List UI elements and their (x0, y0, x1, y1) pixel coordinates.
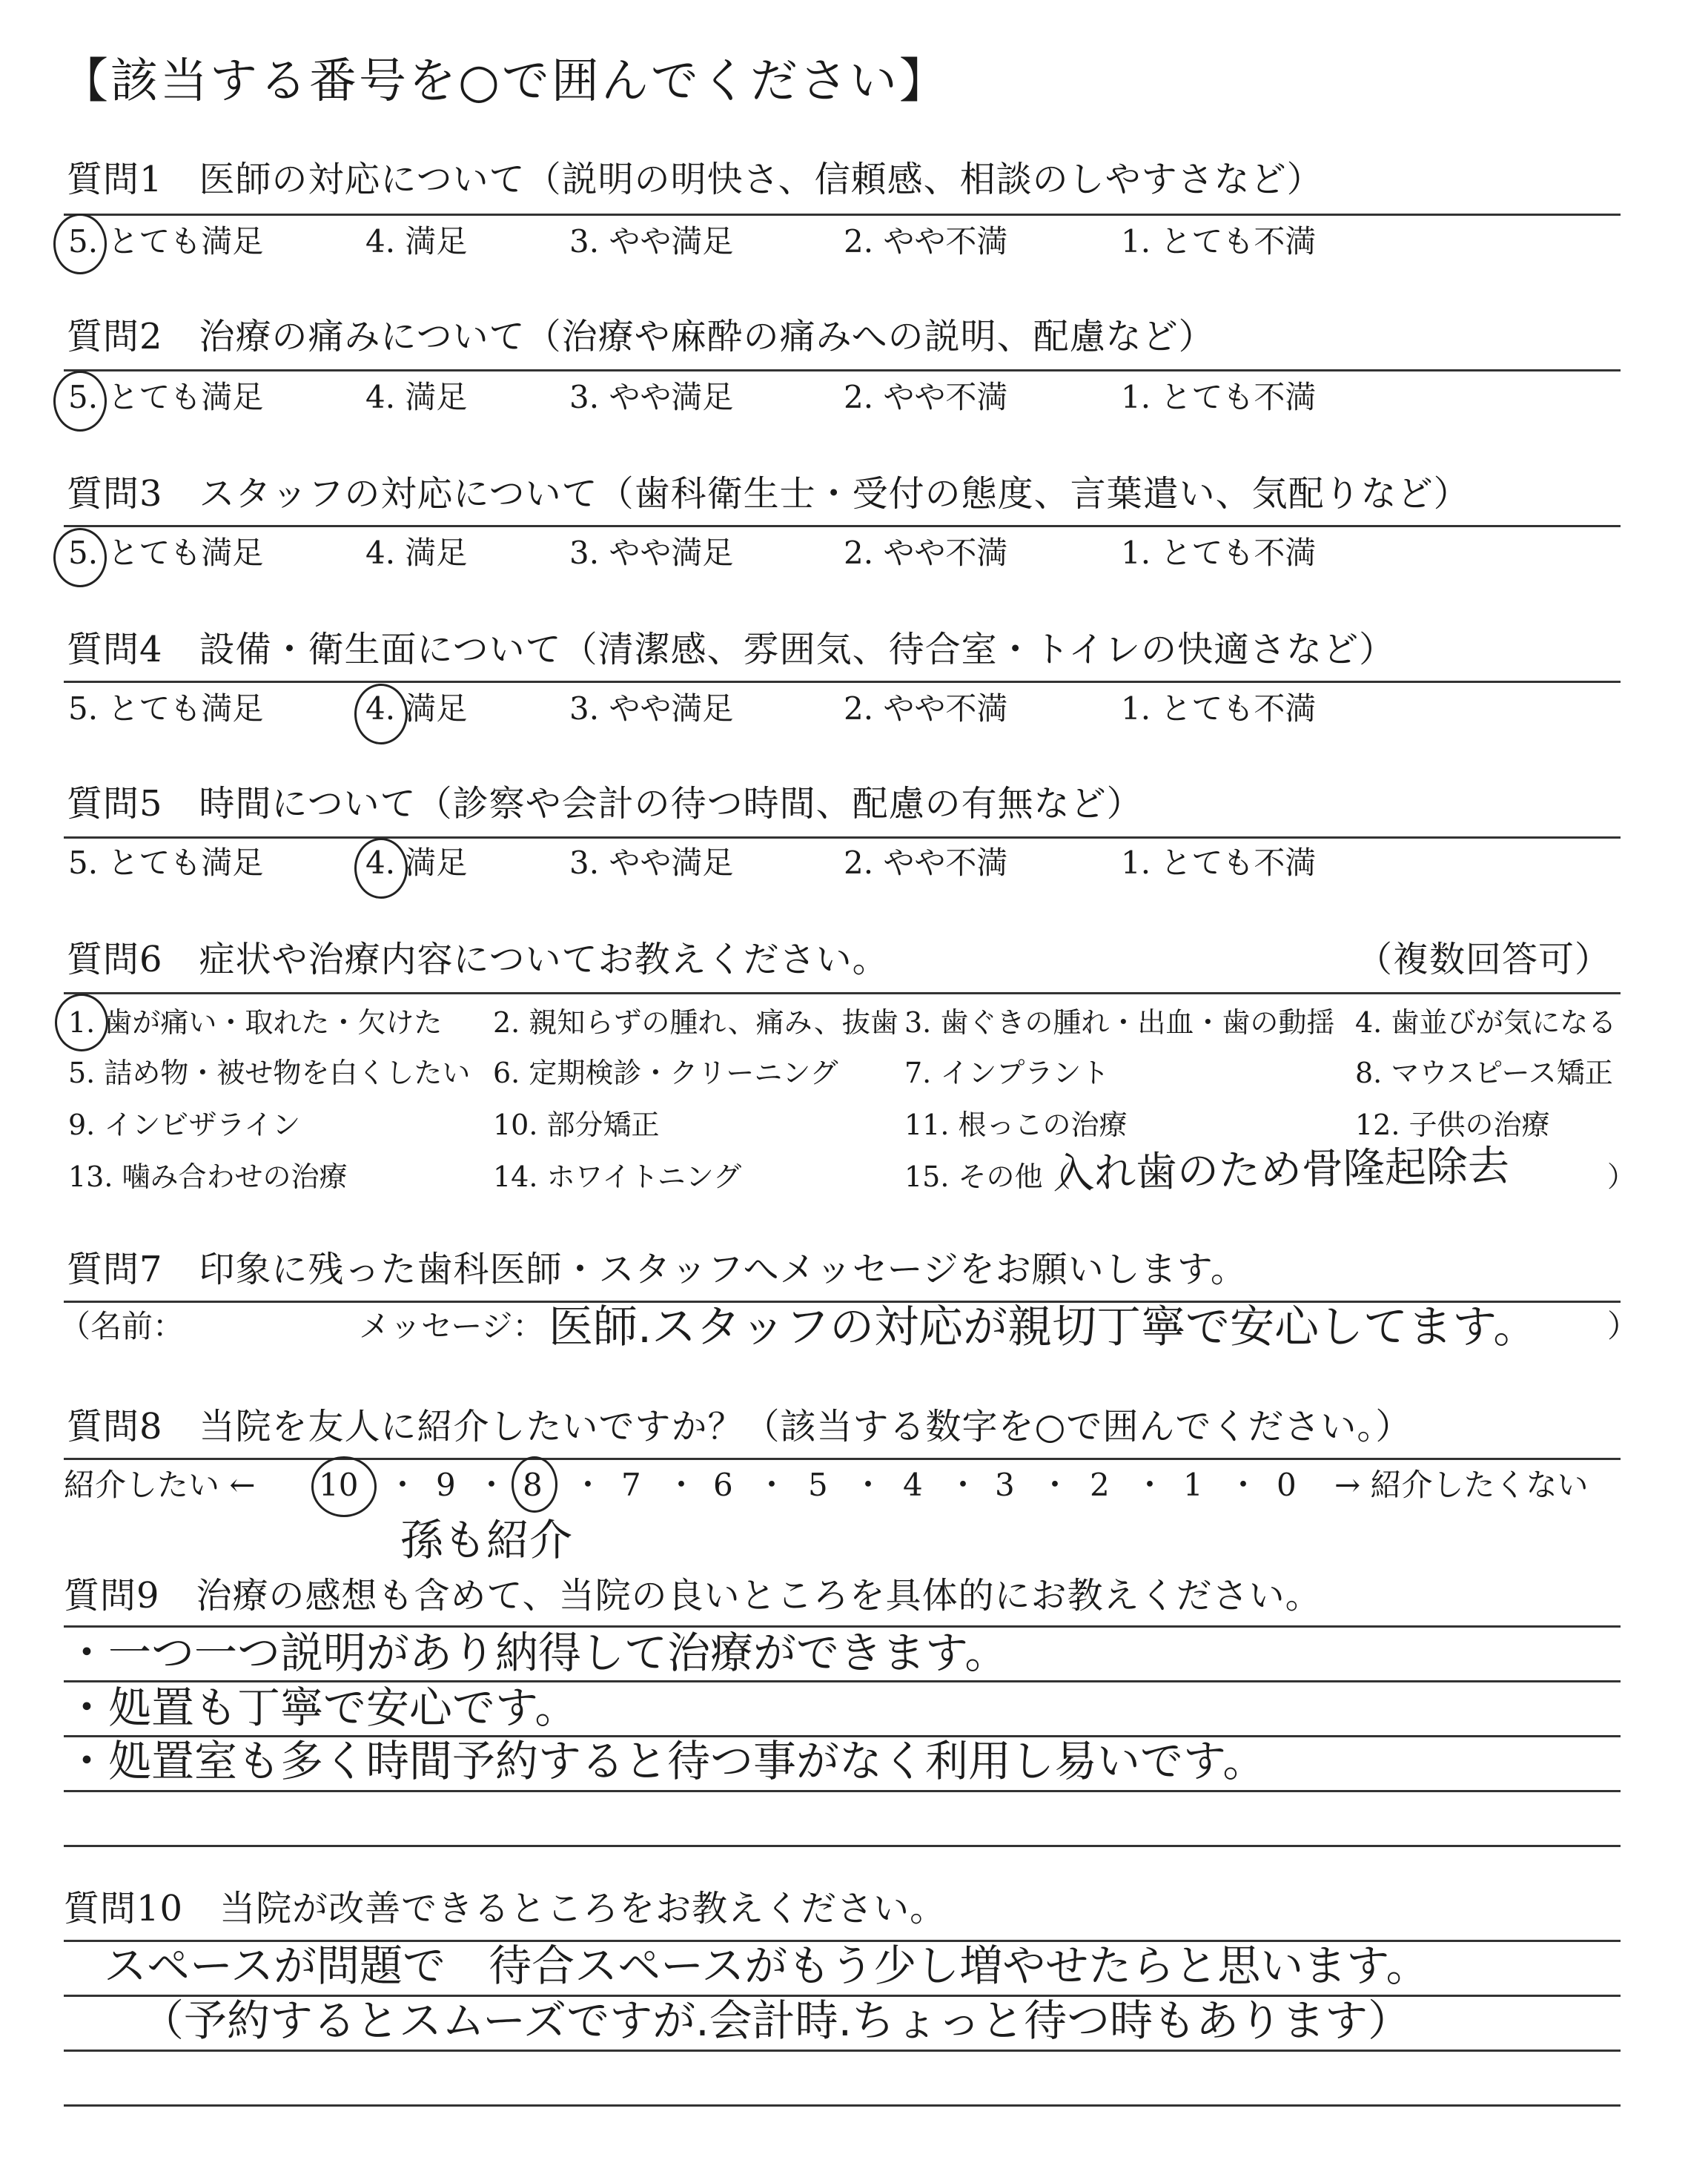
q2-selection-circle (53, 371, 107, 432)
q8-scale-5[interactable]: 5 (808, 1467, 828, 1503)
q2-option-5[interactable]: 5. とても満足 (68, 379, 264, 415)
q6-title: 質問6 症状や治療内容についてお教えください。 (67, 939, 889, 980)
q5-title: 質問5 時間について（診察や会計の待つ時間、配慮の有無など） (67, 783, 1143, 825)
q2-option-1[interactable]: 1. とても不満 (1121, 379, 1317, 415)
q8-rule (64, 1458, 1621, 1460)
q6-selection-circle (55, 994, 108, 1051)
q8-scale-sep: ・ (1039, 1467, 1071, 1503)
q8-title: 質問8 当院を友人に紹介したいですか？（該当する数字を○で囲んでください。） (67, 1406, 1412, 1447)
q3-title: 質問3 スタッフの対応について（歯科衛生士・受付の態度、言葉遣い、気配りなど） (67, 473, 1470, 515)
q8-scale-sep: ・ (756, 1467, 788, 1503)
q1-title: 質問1 医師の対応について（説明の明快さ、信頼感、相談のしやすさなど） (67, 159, 1323, 200)
q2-option-2[interactable]: 2. やや不満 (844, 379, 1008, 415)
q8-note-handwritten: 孫も紹介 (400, 1515, 573, 1565)
q6-option-2[interactable]: 2. 親知らずの腫れ、痛み、抜歯 (493, 1006, 898, 1039)
q6-option-15[interactable]: 15. その他（ (904, 1160, 1071, 1193)
q2-option-4[interactable]: 4. 満足 (365, 379, 468, 415)
q8-scale-3[interactable]: 3 (995, 1467, 1015, 1503)
q8-scale-9[interactable]: 9 (436, 1467, 456, 1503)
q9-title: 質問9 治療の感想も含めて、当院の良いところを具体的にお教えください。 (64, 1575, 1322, 1616)
q8-scale-sep: ・ (947, 1467, 979, 1503)
q6-option-8[interactable]: 8. マウスピース矯正 (1355, 1057, 1613, 1089)
q7-message-handwritten: 医師.スタッフの対応が親切丁寧で安心してます。 (549, 1301, 1538, 1353)
q1-option-1[interactable]: 1. とても不満 (1121, 223, 1317, 260)
q8-scale-8[interactable]: 8 (523, 1467, 543, 1503)
q9-answer-2: ・処置も丁寧で安心です。 (65, 1682, 578, 1733)
q8-scale-sep: ・ (572, 1467, 604, 1503)
q6-option-1[interactable]: 1. 歯が痛い・取れた・欠けた (68, 1006, 443, 1039)
q8-scale-sep: ・ (1134, 1467, 1166, 1503)
q10-title: 質問10 当院が改善できるところをお教えください。 (64, 1888, 947, 1929)
q8-scale-10[interactable]: 10 (319, 1467, 359, 1503)
q6-option-11[interactable]: 11. 根っこの治療 (904, 1109, 1128, 1141)
q8-scale-sep: ・ (1228, 1467, 1260, 1503)
q1-option-4[interactable]: 4. 満足 (365, 223, 468, 260)
q4-selection-circle (354, 684, 408, 744)
q5-option-2[interactable]: 2. やや不満 (844, 845, 1008, 881)
q10-rule-3 (64, 2050, 1621, 2052)
q4-option-1[interactable]: 1. とても不満 (1121, 690, 1317, 727)
q8-scale-7[interactable]: 7 (621, 1467, 641, 1503)
q9-answer-3: ・処置室も多く時間予約すると待つ事がなく利用し易いです。 (65, 1736, 1266, 1786)
q8-circle-8 (512, 1456, 557, 1513)
q4-option-5[interactable]: 5. とても満足 (68, 690, 264, 727)
q5-option-4[interactable]: 4. 満足 (365, 845, 468, 881)
q4-option-2[interactable]: 2. やや不満 (844, 690, 1008, 727)
q4-option-4[interactable]: 4. 満足 (365, 690, 468, 727)
q10-rule-4 (64, 2104, 1621, 2107)
q2-title: 質問2 治療の痛みについて（治療や麻酔の痛みへの説明、配慮など） (67, 316, 1215, 357)
q4-title: 質問4 設備・衛生面について（清潔感、雰囲気、待合室・トイレの快適さなど） (67, 629, 1396, 670)
q2-option-3[interactable]: 3. やや満足 (569, 379, 734, 415)
q8-scale-1[interactable]: 1 (1183, 1467, 1203, 1503)
q4-rule (64, 681, 1621, 683)
q6-option-12[interactable]: 12. 子供の治療 (1355, 1109, 1550, 1141)
q1-selection-circle (53, 214, 107, 274)
q5-option-3[interactable]: 3. やや満足 (569, 845, 734, 881)
q6-option-3[interactable]: 3. 歯ぐきの腫れ・出血・歯の動揺 (904, 1006, 1335, 1039)
q1-option-5[interactable]: 5. とても満足 (68, 223, 264, 260)
q7-close: ） (1607, 1308, 1639, 1344)
q6-option-14[interactable]: 14. ホワイトニング (493, 1160, 742, 1193)
q6-other-close: ） (1607, 1160, 1636, 1193)
q8-scale-sep: ・ (666, 1467, 698, 1503)
q9-answer-1: ・一つ一つ説明があり納得して治療ができます。 (65, 1628, 1008, 1678)
q6-option-7[interactable]: 7. インプラント (904, 1057, 1110, 1089)
q3-option-5[interactable]: 5. とても満足 (68, 535, 264, 571)
q6-rule (64, 992, 1621, 994)
q3-option-2[interactable]: 2. やや不満 (844, 535, 1008, 571)
q6-option-13[interactable]: 13. 噛み合わせの治療 (68, 1160, 348, 1193)
q9-rule-4 (64, 1790, 1621, 1792)
q8-circle-10 (311, 1456, 377, 1517)
q1-option-3[interactable]: 3. やや満足 (569, 223, 734, 260)
q5-rule (64, 836, 1621, 839)
q9-rule-5 (64, 1845, 1621, 1847)
q5-option-5[interactable]: 5. とても満足 (68, 845, 264, 881)
q8-scale-0[interactable]: 0 (1277, 1467, 1297, 1503)
q8-scale-sep: ・ (853, 1467, 884, 1503)
q6-option-9[interactable]: 9. インビザライン (68, 1109, 301, 1141)
q6-option-10[interactable]: 10. 部分矯正 (493, 1109, 660, 1141)
q8-right-label: → 紹介したくない (1334, 1467, 1589, 1503)
q2-rule (64, 369, 1621, 371)
q8-scale-4[interactable]: 4 (903, 1467, 923, 1503)
q8-left-label: 紹介したい ← (64, 1467, 256, 1503)
q4-option-3[interactable]: 3. やや満足 (569, 690, 734, 727)
q3-selection-circle (53, 528, 107, 587)
q3-option-3[interactable]: 3. やや満足 (569, 535, 734, 571)
page-header: 【該当する番号を○で囲んでください】 (61, 54, 949, 109)
q8-scale-sep: ・ (476, 1467, 508, 1503)
q8-scale-sep: ・ (387, 1467, 419, 1503)
q6-option-6[interactable]: 6. 定期検診・クリーニング (493, 1057, 838, 1089)
q7-name-label: （名前： (59, 1308, 185, 1344)
q5-selection-circle (354, 838, 408, 899)
q6-option-5[interactable]: 5. 詰め物・被せ物を白くしたい (68, 1057, 471, 1089)
q3-option-4[interactable]: 4. 満足 (365, 535, 468, 571)
q3-rule (64, 525, 1621, 527)
q6-note: （複数回答可） (1357, 939, 1612, 980)
q5-option-1[interactable]: 1. とても不満 (1121, 845, 1317, 881)
q1-rule (64, 214, 1621, 216)
q7-message-label: メッセージ： (359, 1308, 544, 1344)
q7-title: 質問7 印象に残った歯科医師・スタッフへメッセージをお願いします。 (67, 1249, 1247, 1290)
q3-option-1[interactable]: 1. とても不満 (1121, 535, 1317, 571)
q10-answer-1: スペースが問題で 待合スペースがもう少し増やせたらと思います。 (104, 1941, 1429, 1991)
q6-option-4[interactable]: 4. 歯並びが気になる (1355, 1006, 1617, 1039)
q10-answer-2: （予約するとスムーズですが.会計時.ちょっと待つ時もあります） (141, 1995, 1411, 2046)
q8-scale-2[interactable]: 2 (1090, 1467, 1110, 1503)
q8-scale-6[interactable]: 6 (713, 1467, 733, 1503)
q1-option-2[interactable]: 2. やや不満 (844, 223, 1008, 260)
q6-other-handwritten: 入れ歯のため骨隆起除去 (1052, 1142, 1510, 1198)
